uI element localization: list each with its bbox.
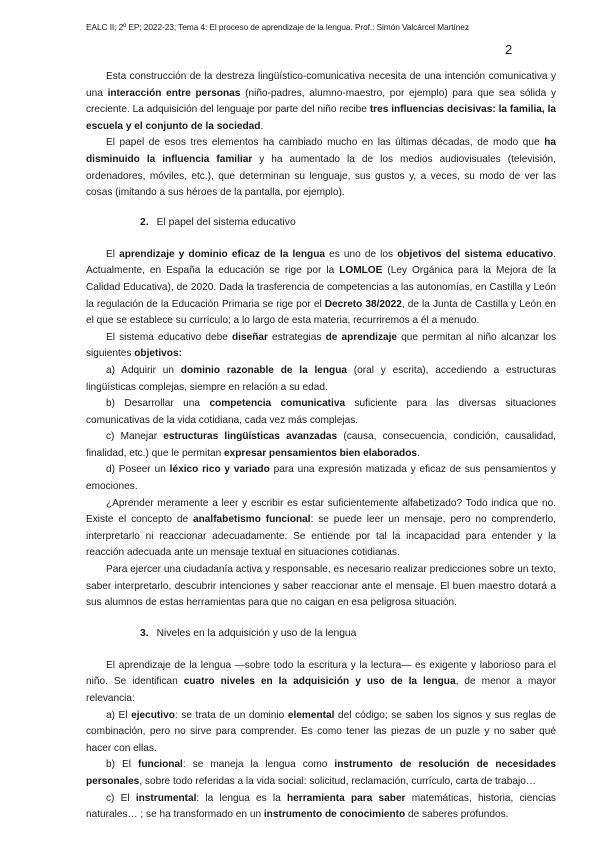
level-a: a) El ejecutivo: se trata de un dominio elemental del código; se saben los signos y sus reglas de combinación, pero no sirve para comprender. Es como tener las piezas de un puzle y no saber qué hacer con ellas. xyxy=(86,709,557,754)
objective-a: a) Adquirir un dominio razonable de la lengua (oral y escrita), accediendo a estructuras lingüísticas complejas, siempre en relación a su edad. xyxy=(86,364,556,393)
section-2-paragraph-4: Para ejercer una ciudadanía activa y responsable, es necesario realizar predicciones sobre un texto, saber interpretarlo, descubrir intenciones y saber reaccionar ante el mensaje. El buen maestro dotará a sus alumnos de estas herramientas para que no caigan en esa peligrosa situación. xyxy=(86,564,556,609)
page-body xyxy=(86,69,556,824)
level-b: b) El funcional: se maneja la lengua como instrumento de resolución de necesidades personales, sobre todo referidas a la vida social: solicitud, reclamación, currículo, carta de trabajo… xyxy=(86,759,557,787)
objective-d: d) Poseer un léxico rico y variado para una expresión matizada y eficaz de sus pensamientos y emociones. xyxy=(86,464,556,493)
intro-paragraph-2: El papel de esos tres elementos ha cambiado mucho en las últimas décadas, de modo que ha disminuido la influencia familiar y ha aumentado la de los medios audiovisuales (televisión, ordenadores, móviles, etc.), que determinan su lenguaje, sus gustos y, a veces, su modo de ver las cosas (imitando a sus héroes de la pantalla, por ejemplo). xyxy=(86,137,556,199)
section-2-paragraph-1: El aprendizaje y dominio eficaz de la lengua es uno de los objetivos del sistema educativo. Actualmente, en España la educación se rige por la LOMLOE (Ley Orgánica para la Mejora de la Calidad Educativa), de 2020. Dada la trasferencia de competencias a las autonomías, en Castilla y León la regulación de la Educación Primaria se rige por el Decreto 38/2022, de la Junta de Castilla y León en el que se establece su currículo; a lo largo de esta materia, recurriremos a él a menudo. xyxy=(86,248,556,327)
section-2-paragraph-2: El sistema educativo debe diseñar estrategias de aprendizaje que permitan al niño alcanzar los siguientes objetivos: xyxy=(86,331,557,360)
objective-c: c) Manejar estructuras lingüísticas avanzadas (causa, consecuencia, condición, causalidad, finalidad, etc.) que le permitan expresar pensamientos bien elaborados. xyxy=(86,431,556,459)
section-2-heading: 2. El papel del sistema educativo xyxy=(140,216,296,228)
objective-b: b) Desarrollar una competencia comunicativa suficiente para las diversas situaciones comunicativas de la vida cotidiana, cada vez más complejas. xyxy=(86,398,556,426)
section-2-paragraph-3: ¿Aprender meramente a leer y escribir es estar suficientemente alfabetizado? Todo indica que no. Existe el concepto de analfabetismo funcional: se puede leer un mensaje, pero no comprenderlo, interpretarlo ni reaccionar adecuadamente. Se entiende por tal la incapacidad para entender y la reacción adecuada ante un mensaje textual en situaciones cotidianas. xyxy=(86,497,556,559)
page-number: 2 xyxy=(505,42,513,57)
running-header: EALC II; 2º EP; 2022-23; Tema 4: El proceso de aprendizaje de la lengua. Prof.: Simón Valcárcel Martínez xyxy=(86,22,469,32)
section-3-paragraph-1: El aprendizaje de la lengua —sobre todo la escritura y la lectura— es exigente y laborioso para el niño. Se identifican cuatro niveles en la adquisición y uso de la lengua, de menor a mayor relevancia: xyxy=(86,659,556,704)
level-c: c) El instrumental: la lengua es la herramienta para saber matemáticas, historia, ciencias naturales… ; se ha transformado en un instrumento de conocimiento de saberes profundos. xyxy=(86,792,556,821)
intro-paragraph-1: Esta construcción de la destreza lingüístico-comunicativa necesita de una intención comunicativa y una interacción entre personas (niño-padres, alumno-maestro, por ejemplo) para que sea sólida y creciente. La adquisición del lenguaje por parte del niño recibe tres influencias decisivas: la familia, la escuela y el conjunto de la sociedad. xyxy=(86,71,557,132)
section-3-heading: 3. Niveles en la adquisición y uso de la lengua xyxy=(140,627,357,639)
